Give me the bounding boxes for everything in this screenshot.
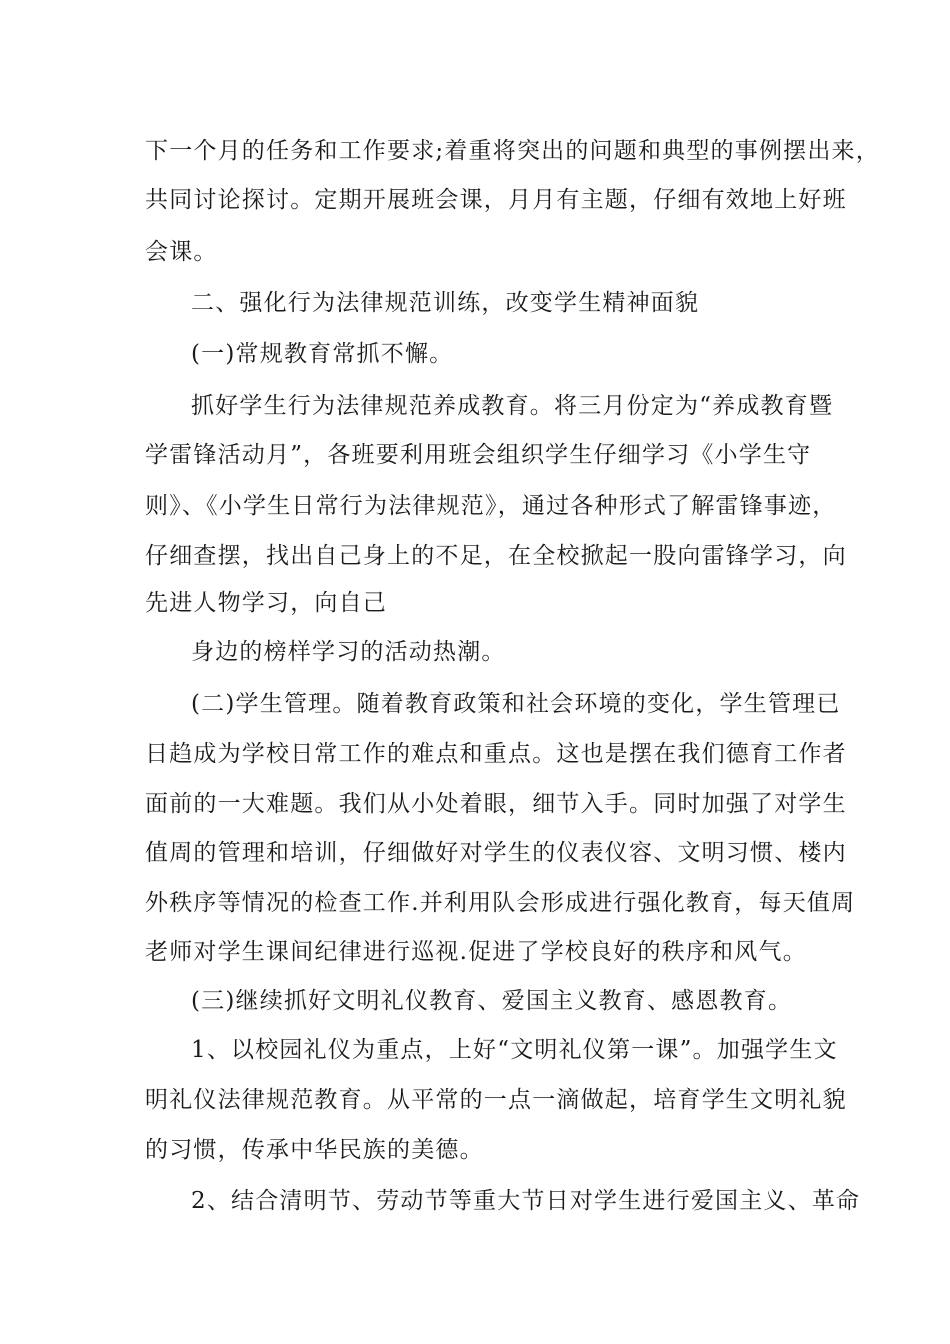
text-line: 明礼仪法律规范教育。从平常的一点一滴做起，培育学生文明礼貌 (145, 1087, 847, 1113)
text-line: 外秩序等情况的检查工作.并利用队会形成进行强化教育，每天值周 (145, 890, 856, 916)
text-line: 的习惯，传承中华民族的美德。 (145, 1137, 484, 1163)
text-line: 学雷锋活动月”，各班要利用班会组织学生仔细学习《小学生守 (145, 442, 812, 468)
text-line: 则》、《小学生日常行为法律规范》，通过各种形式了解雷锋事迹， (145, 493, 837, 519)
subsection-heading: (一)常规教育常抓不懈。 (191, 341, 454, 367)
text-line: 2、结合清明节、劳动节等重大节日对学生进行爱国主义、革命 (191, 1188, 861, 1214)
text-line: 老师对学生课间纪律进行巡视.促进了学校良好的秩序和风气。 (145, 939, 807, 965)
text-line: 1、以校园礼仪为重点，上好“文明礼仪第一课”。加强学生文 (191, 1037, 838, 1063)
text-line: 仔细查摆，找出自己身上的不足，在全校掀起一股向雷锋学习，向 (145, 543, 847, 569)
text-line: 日趋成为学校日常工作的难点和重点。这也是摆在我们德育工作者 (145, 741, 847, 767)
text-line: 先进人物学习，向自己 (145, 590, 387, 616)
text-line: 共同讨论探讨。定期开展班会课，月月有主题，仔细有效地上好班 (145, 187, 847, 213)
subsection-heading: (三)继续抓好文明礼仪教育、爱国主义教育、感恩教育。 (191, 988, 793, 1014)
text-line: 下一个月的任务和工作要求;着重将突出的问题和典型的事例摆出来， (145, 138, 880, 164)
text-line: (二)学生管理。随着教育政策和社会环境的变化，学生管理已 (191, 691, 841, 717)
text-line: 身边的榜样学习的活动热潮。 (191, 639, 506, 665)
text-line: 面前的一大难题。我们从小处着眼，细节入手。同时加强了对学生 (145, 791, 847, 817)
section-heading: 二、强化行为法律规范训练，改变学生精神面貌 (191, 290, 700, 316)
text-line: 值周的管理和培训，仔细做好对学生的仪表仪容、文明习惯、楼内 (145, 840, 847, 866)
text-line: 会课。 (145, 239, 218, 265)
text-line: 抓好学生行为法律规范养成教育。将三月份定为“养成教育暨 (191, 393, 834, 419)
